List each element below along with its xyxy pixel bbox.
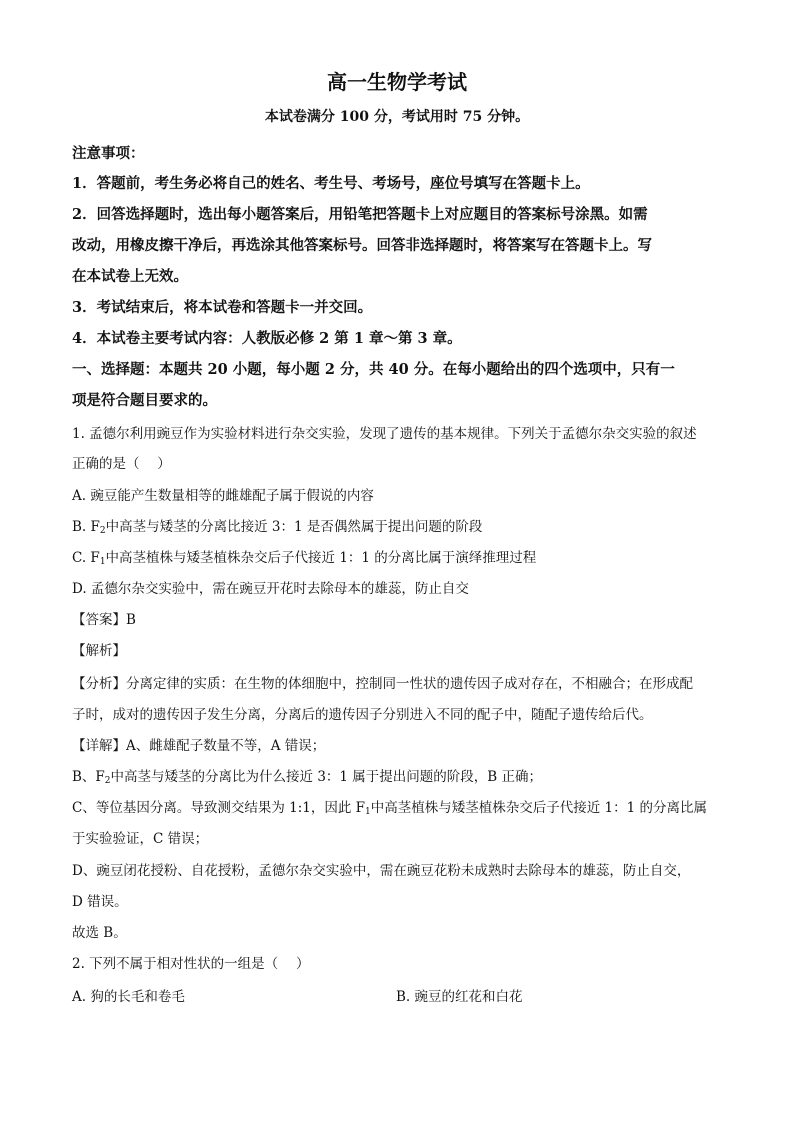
q1-answer: 【答案】B <box>72 612 136 628</box>
q1-detail-d-line-2: D 错误。 <box>72 894 128 910</box>
q1-detail-b: B、$F_2$中高茎与矮茎的分离比为什么接近 3：1 属于提出问题的阶段，B 正确； <box>72 769 543 786</box>
q1-xiangjie: 【详解】A、雌雄配子数量不等，A 错误； <box>72 738 326 754</box>
exam-title: 高一生物学考试 <box>327 70 467 94</box>
q1-option-c: C. $F_1$中高茎植株与矮茎植株杂交后子代接近 1：1 的分离比属于演绎推理过程 <box>72 550 537 567</box>
q1-stem-line-2: 正确的是（ ） <box>72 456 171 472</box>
q1-option-d: D. 孟德尔杂交实验中，需在豌豆开花时去除母本的雄蕊，防止自交 <box>72 581 469 597</box>
note-2-line-3: 在本试卷上无效。 <box>72 268 188 285</box>
note-2-line-2: 改动，用橡皮擦干净后，再选涂其他答案标号。回答非选择题时，将答案写在答题卡上。写 <box>72 237 652 254</box>
q1-fenxi-line-1: 【分析】分离定律的实质：在生物的体细胞中，控制同一性状的遗传因子成对存在，不相融合；在形成配 <box>72 676 693 692</box>
note-1: 1．答题前，考生务必将自己的姓名、考生号、考场号，座位号填写在答题卡上。 <box>72 175 590 192</box>
note-2-line-1: 2．回答选择题时，选出每小题答案后，用铅笔把答题卡上对应题目的答案标号涂黑。如需 <box>72 206 648 223</box>
section-1-heading-line-1: 一、选择题：本题共 20 小题，每小题 2 分，共 40 分。在每小题给出的四个选项中，只有一 <box>72 361 675 378</box>
notes-heading: 注意事项： <box>72 145 145 162</box>
note-4: 4．本试卷主要考试内容：人教版必修 2 第 1 章～第 3 章。 <box>72 330 462 347</box>
section-1-heading-line-2: 项是符合题目要求的。 <box>72 392 217 409</box>
q1-option-b: B. $F_2$中高茎与矮茎的分离比接近 3：1 是否偶然属于提出问题的阶段 <box>72 519 483 536</box>
q1-analysis-label: 【解析】 <box>72 643 126 659</box>
q1-detail-d-line-1: D、豌豆闭花授粉、自花授粉，孟德尔杂交实验中，需在豌豆花粉未成熟时去除母本的雄蕊，防止自交， <box>72 863 691 879</box>
q1-conclusion: 故选 B。 <box>72 925 127 941</box>
note-3: 3．考试结束后，将本试卷和答题卡一并交回。 <box>72 299 373 316</box>
exam-subtitle: 本试卷满分 100 分，考试用时 75 分钟。 <box>264 109 530 125</box>
q2-option-b: B. 豌豆的红花和白花 <box>396 989 523 1005</box>
q1-option-a: A. 豌豆能产生数量相等的雌雄配子属于假说的内容 <box>72 488 374 504</box>
q1-stem-line-1: 1. 孟德尔利用豌豆作为实验材料进行杂交实验，发现了遗传的基本规律。下列关于孟德尔杂交实验的叙述 <box>72 426 697 442</box>
q1-detail-c-line-2: 于实验验证，C 错误； <box>72 831 209 847</box>
q1-detail-c-line-1: C、等位基因分离。导致测交结果为 1:1，因此 $F_1$中高茎植株与矮茎植株杂交后子代接近 1：1 的分离比属 <box>72 800 708 817</box>
q1-fenxi-line-2: 子时，成对的遗传因子发生分离，分离后的遗传因子分别进入不同的配子中，随配子遗传给后代。 <box>72 707 653 723</box>
q2-option-a: A. 狗的长毛和卷毛 <box>72 989 185 1005</box>
q2-stem: 2. 下列不属于相对性状的一组是（ ） <box>72 956 310 972</box>
